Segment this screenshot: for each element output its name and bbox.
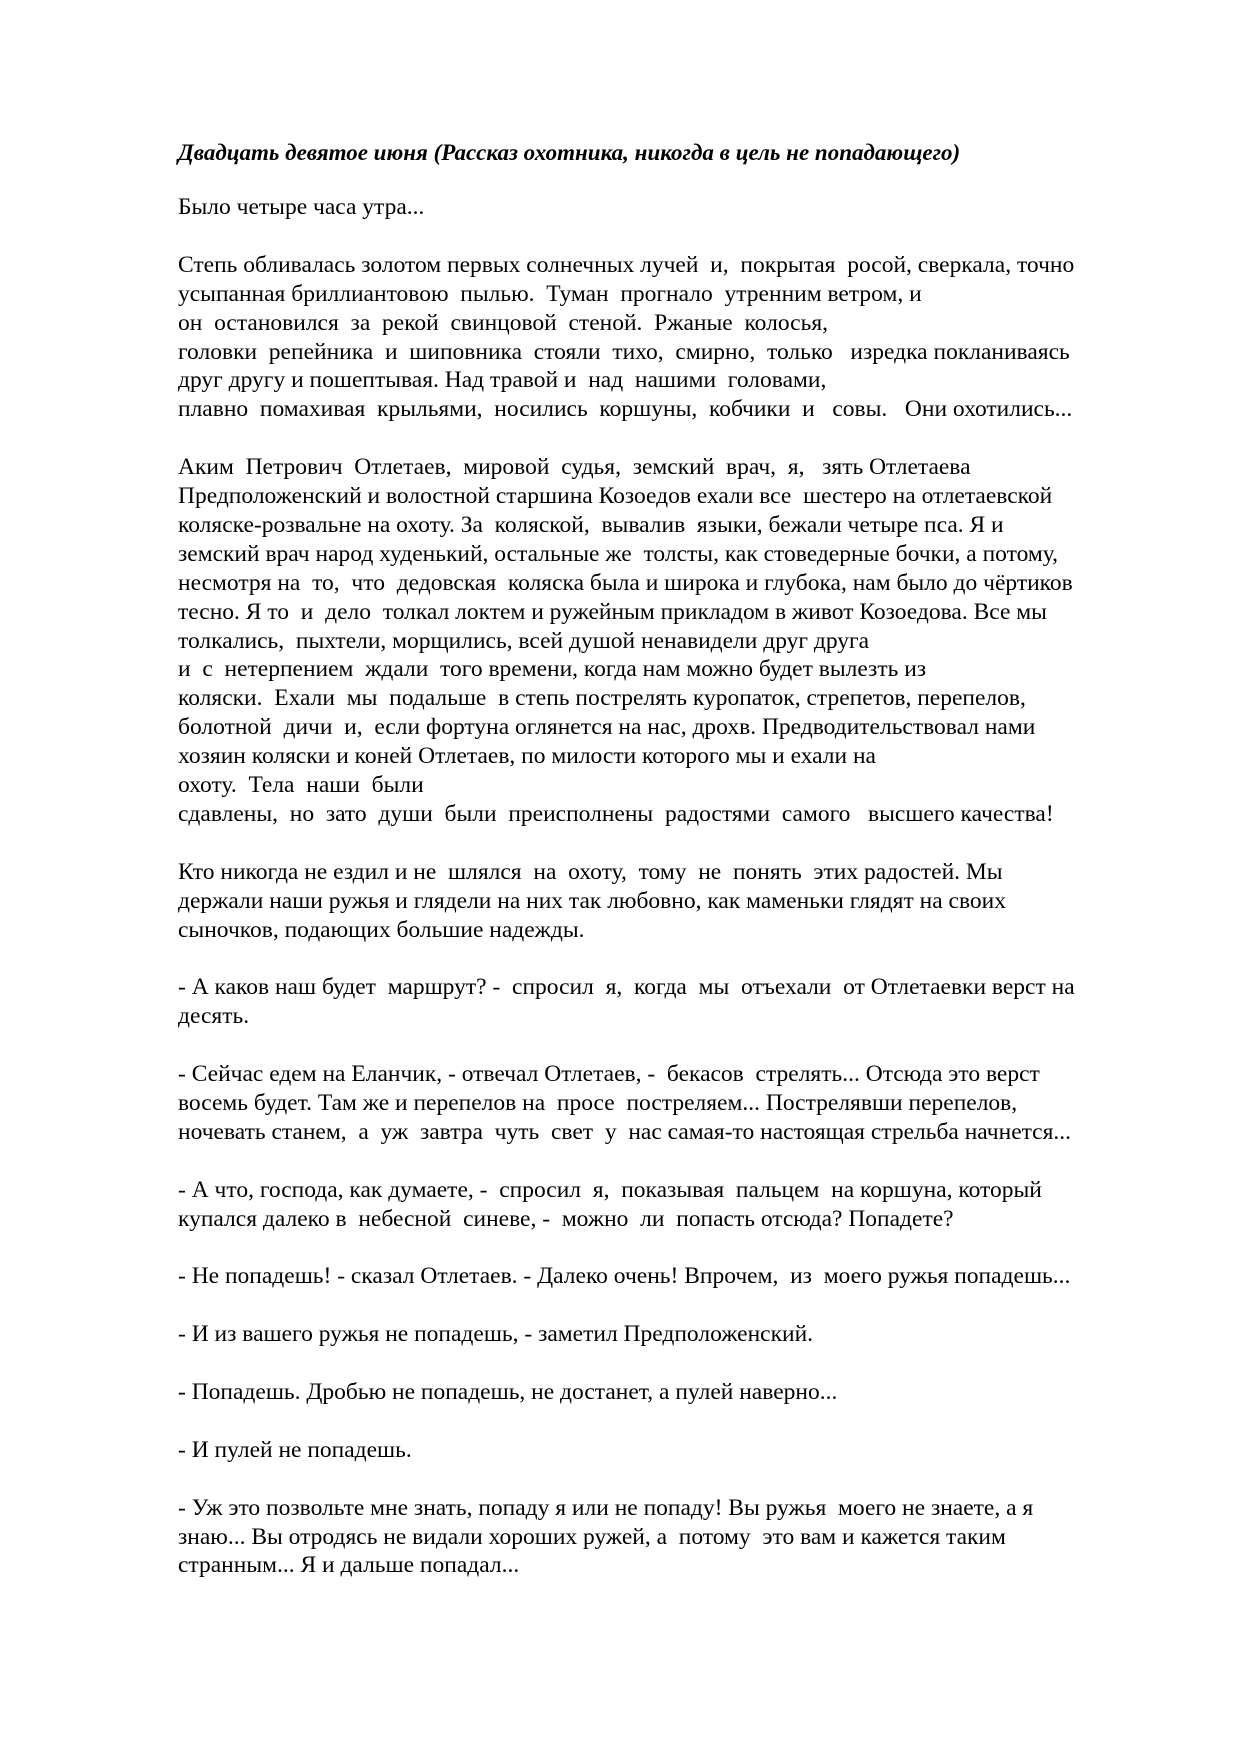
text-line: Аким Петрович Отлетаев, мировой судья, земский врач, я, зять Отлетаева <box>178 454 971 481</box>
text-line: - Уж это позвольте мне знать, попаду я или не попаду! Вы ружья моего не знаете, а я <box>178 1494 1034 1521</box>
text-line: восемь будет. Там же и перепелов на просе постреляем... Пострелявши перепелов, <box>178 1090 1018 1117</box>
text-line: Предположенский и волостной старшина Козоедов ехали все шестеро на отлетаевской <box>178 483 1053 510</box>
paragraph <box>178 453 1158 829</box>
paragraph <box>178 1060 1158 1147</box>
text-line: сыночков, подающих большие надежды. <box>178 916 585 943</box>
text-line: - Попадешь. Дробью не попадешь, не достанет, а пулей наверно... <box>178 1379 838 1406</box>
paragraph <box>178 193 1158 222</box>
paragraph <box>178 1320 1158 1349</box>
paragraph <box>178 973 1158 1031</box>
text-line: Кто никогда не ездил и не шлялся на охоту, тому не понять этих радостей. Мы <box>178 858 1003 885</box>
text-line: - И пулей не попадешь. <box>178 1436 412 1463</box>
paragraph <box>178 1262 1158 1291</box>
text-line: сдавлены, но зато души были преисполнены радостями самого высшего качества! <box>178 801 1054 827</box>
paragraph <box>178 1378 1158 1407</box>
text-line: друг другу и пошептывая. Над травой и над нашими головами, <box>178 367 827 394</box>
text-line: Степь обливалась золотом первых солнечных лучей и, покрытая росой, сверкала, точно <box>178 251 1075 278</box>
paragraph <box>178 858 1158 945</box>
paragraph <box>178 1436 1158 1465</box>
text-line: коляски. Ехали мы подальше в степь пострелять куропаток, стрепетов, перепелов, <box>178 685 1026 712</box>
paragraph <box>178 1176 1158 1234</box>
text-line: и с нетерпением ждали того времени, когда нам можно будет вылезть из <box>178 656 927 683</box>
text-line: охоту. Тела наши были <box>178 772 424 799</box>
text-line: плавно помахивая крыльями, носились коршуны, кобчики и совы. Они охотились... <box>178 396 1073 423</box>
text-line: десять. <box>178 1003 250 1030</box>
text-line: знаю... Вы отродясь не видали хороших ружей, а потому это вам и кажется таким <box>178 1523 1006 1550</box>
paragraph <box>178 1494 1158 1581</box>
text-line: коляске-розвальне на охоту. За коляской, вывалив языки, бежали четыре пса. Я и <box>178 511 1004 538</box>
text-line: - И из вашего ружья не попадешь, - заметил Предположенский. <box>178 1321 814 1348</box>
text-line: странным... Я и дальше попадал... <box>178 1552 520 1579</box>
text-line: он остановился за рекой свинцовой стеной. Ржаные колосья, <box>178 309 829 336</box>
document-title: Двадцать девятое июня (Рассказ охотника, никогда в цель не попадающего) <box>178 140 961 165</box>
text-line: - А каков наш будет маршрут? - спросил я, когда мы отъехали от Отлетаевки верст на <box>178 974 1075 1001</box>
text-line: держали наши ружья и глядели на них так любовно, как маменьки глядят на своих <box>178 887 1006 914</box>
text-line: - А что, господа, как думаете, - спросил я, показывая пальцем на коршуна, который <box>178 1176 1042 1203</box>
text-line: головки репейника и шиповника стояли тихо, смирно, только изредка покланиваясь <box>178 338 1070 365</box>
text-line: ночевать станем, а уж завтра чуть свет у нас самая-то настоящая стрельба начнется... <box>178 1118 1072 1145</box>
text-line: Было четыре часа утра... <box>178 194 425 220</box>
text-line: - Не попадешь! - сказал Отлетаев. - Далеко очень! Впрочем, из моего ружья попадешь... <box>178 1263 1071 1290</box>
text-line: болотной дичи и, если фортуна оглянется на нас, дрохв. Предводительствовал нами <box>178 714 1036 741</box>
text-line: усыпанная бриллиантовою пылью. Туман прогнало утренним ветром, и <box>178 280 922 307</box>
text-line: купался далеко в небесной синеве, - можно ли попасть отсюда? Попадете? <box>178 1205 954 1232</box>
text-line: хозяин коляски и коней Отлетаев, по милости которого мы и ехали на <box>178 743 876 770</box>
paragraph <box>178 251 1158 424</box>
text-line: тесно. Я то и дело толкал локтем и ружейным прикладом в живот Козоедова. Все мы <box>178 598 1047 625</box>
text-line: толкались, пыхтели, морщились, всей душой ненавидели друг друга <box>178 627 870 654</box>
text-line: несмотря на то, что дедовская коляска была и широка и глубока, нам было до чёртиков <box>178 569 1073 596</box>
document-page <box>178 138 1158 1609</box>
text-line: - Сейчас едем на Еланчик, - отвечал Отлетаев, - бекасов стрелять... Отсюда это верст <box>178 1061 1040 1088</box>
text-line: земский врач народ худенький, остальные же толсты, как стоведерные бочки, а потому, <box>178 540 1059 567</box>
